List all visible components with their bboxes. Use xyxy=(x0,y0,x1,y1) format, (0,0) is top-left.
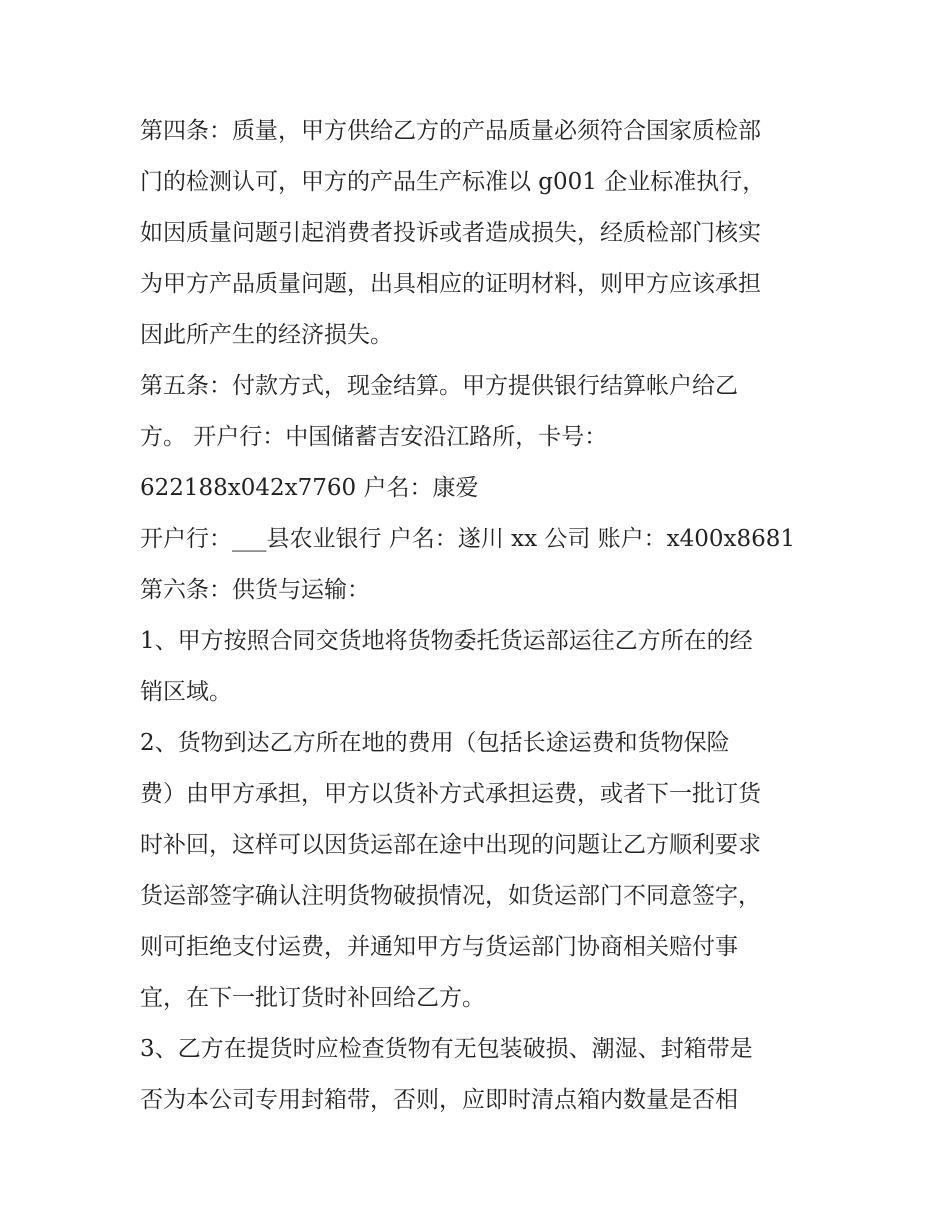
text-line: 如因质量问题引起消费者投诉或者造成损失，经质检部门核实 xyxy=(140,220,761,246)
text-line: 时补回，这样可以因货运部在途中出现的问题让乙方顺利要求 xyxy=(140,832,761,858)
text-line: 2、货物到达乙方所在地的费用（包括长途运费和货物保险 xyxy=(140,730,730,756)
text-line: 开户行：___县农业银行 户名：遂川 xx 公司 账户：x400x8681 xyxy=(140,526,796,552)
text-line: 宜，在下一批订货时补回给乙方。 xyxy=(140,985,485,1011)
text-line: 销区域。 xyxy=(140,679,232,705)
text-line: 货运部签字确认注明货物破损情况，如货运部门不同意签字， xyxy=(140,883,761,909)
text-line: 为甲方产品质量问题，出具相应的证明材料，则甲方应该承担 xyxy=(140,271,761,297)
text-line: 门的检测认可，甲方的产品生产标准以 g001 企业标准执行， xyxy=(140,169,766,195)
text-line: 622188x042x7760 户名：康爱 xyxy=(140,475,479,501)
text-line: 1、甲方按照合同交货地将货物委托货运部运往乙方所在的经 xyxy=(140,628,753,654)
text-line: 方。 开户行：中国储蓄吉安沿江路所，卡号： xyxy=(140,424,608,450)
text-line: 则可拒绝支付运费，并通知甲方与货运部门协商相关赔付事 xyxy=(140,934,738,960)
text-line: 因此所产生的经济损失。 xyxy=(140,322,393,348)
document-body xyxy=(140,106,820,1126)
text-line: 第五条：付款方式，现金结算。甲方提供银行结算帐户给乙 xyxy=(140,373,738,399)
text-line: 否为本公司专用封箱带，否则，应即时清点箱内数量是否相 xyxy=(140,1087,738,1113)
text-line: 费）由甲方承担，甲方以货补方式承担运费，或者下一批订货 xyxy=(140,781,761,807)
text-line: 第四条：质量，甲方供给乙方的产品质量必须符合国家质检部 xyxy=(140,118,761,144)
text-line: 3、乙方在提货时应检查货物有无包装破损、潮湿、封箱带是 xyxy=(140,1036,753,1062)
text-line: 第六条：供货与运输： xyxy=(140,577,370,603)
